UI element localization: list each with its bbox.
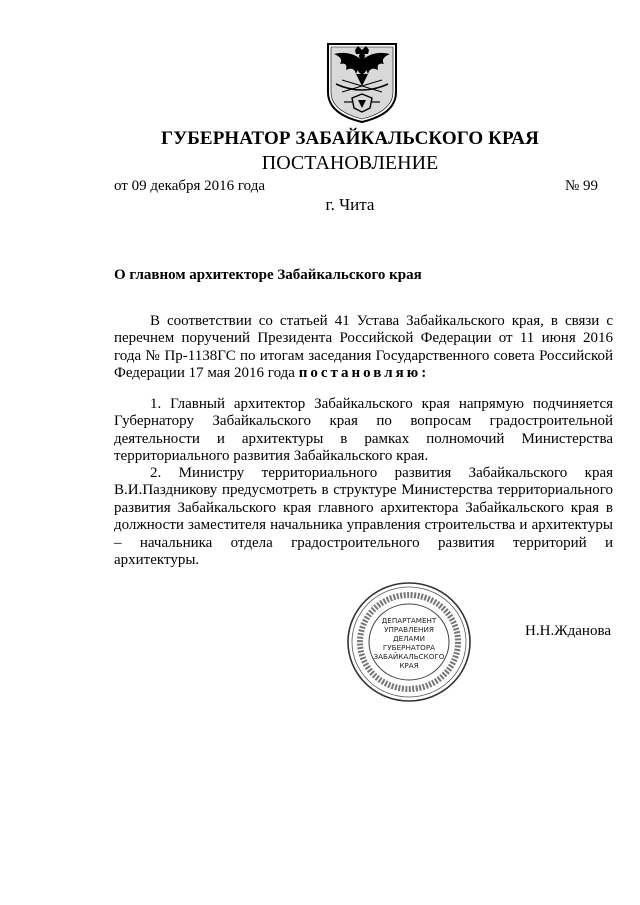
- document-date: от 09 декабря 2016 года: [114, 178, 266, 194]
- preamble-text: В соответствии со статьей 41 Устава Забайкальского края, в связи с перечнем поручений Президента Российской Федерации от 11 июня 2016 года № Пр-1138ГС по итогам заседания Государственного совета Российской Федерации 17 мая 2016 года: [114, 313, 613, 382]
- item-1-paragraph: [114, 396, 613, 466]
- signer-name: Н.Н.Жданова: [525, 623, 611, 639]
- stamp-line: ГУБЕРНАТОРА: [382, 643, 436, 652]
- governor-title: ГУБЕРНАТОР ЗАБАЙКАЛЬСКОГО КРАЯ: [161, 128, 539, 149]
- document-city: г. Чита: [325, 195, 375, 214]
- stamp-line: ЗАБАЙКАЛЬСКОГО: [373, 652, 445, 661]
- stamp-line: УПРАВЛЕНИЯ: [384, 625, 434, 634]
- document-type: ПОСТАНОВЛЕНИЕ: [261, 152, 439, 174]
- decree-word: постановляю:: [298, 365, 430, 382]
- document-subject: О главном архитекторе Забайкальского края: [114, 267, 422, 283]
- official-stamp-icon: [345, 580, 473, 704]
- stamp-line: КРАЯ: [399, 661, 419, 670]
- item-1-text: 1. Главный архитектор Забайкальского края напрямую подчиняется Губернатору Забайкальского края по вопросам градостроительной деятельности и архитектуры в рамках полномочий Министерства территориального развития Забайкальского края.: [114, 396, 613, 465]
- stamp-line: ДЕПАРТАМЕНТ: [381, 616, 437, 625]
- document-number: № 99: [564, 178, 598, 194]
- coat-of-arms-icon: [322, 40, 402, 124]
- item-2-text: 2. Министру территориального развития Забайкальского края В.И.Паздникову предусмотреть в структуре Министерства территориального развития Забайкальского края главного архитектора Забайкальского края в должности заместителя начальника управления строительства и архитектуры – начальника отдела градостроительного развития территорий и архитектуры.: [114, 465, 613, 569]
- item-2-paragraph: [114, 465, 613, 569]
- stamp-line: ДЕЛАМИ: [392, 634, 426, 643]
- preamble-paragraph: [114, 313, 613, 383]
